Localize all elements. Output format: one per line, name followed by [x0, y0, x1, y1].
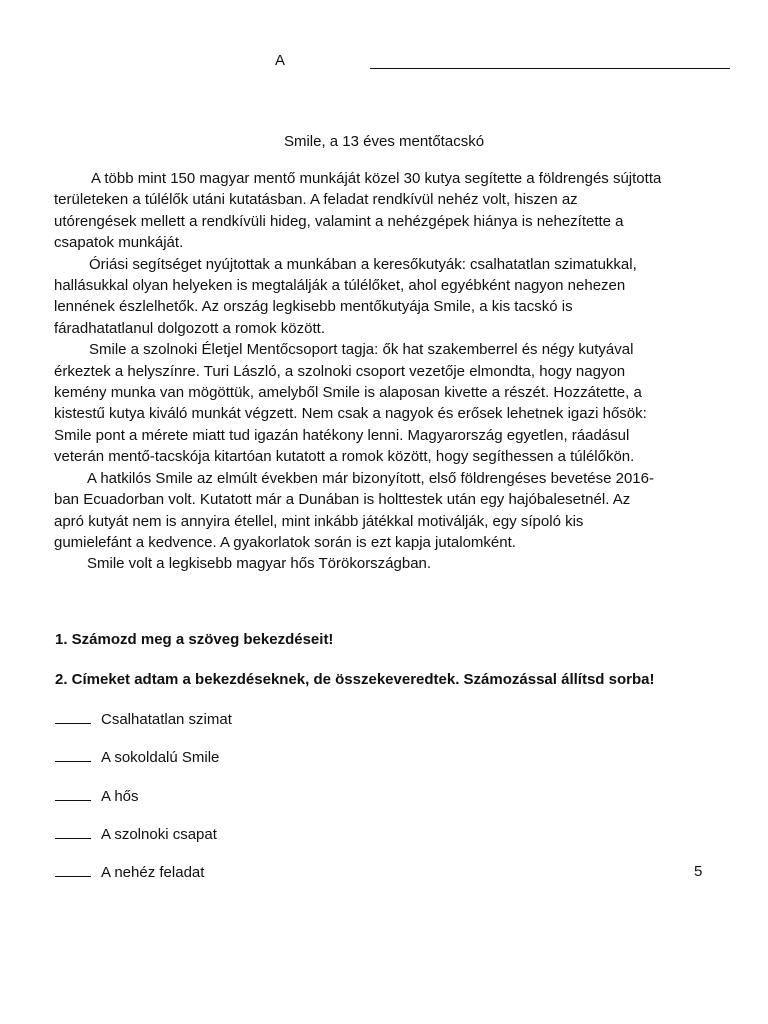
text-line: Smile pont a mérete miatt tud igazán hatékony lenni. Magyarország egyetlen, ráadásul	[54, 426, 630, 444]
name-blank-line	[370, 58, 730, 69]
text-line: kistestű kutya kiváló munkát végzett. Nem csak a nagyok és erősek lehetnek igazi hősök:	[54, 405, 647, 423]
text-line: Óriási segítséget nyújtottak a munkában a keresőkutyák: csalhatatlan szimatukkal,	[89, 255, 637, 273]
question-2: 2. Címeket adtam a bekezdéseknek, de összekeveredtek. Számozással állítsd sorba!	[55, 671, 655, 688]
text-line: veterán mentő-tacskója kitartóan kutatott a romok között, hogy segíthessen a túlélőkön.	[54, 448, 635, 466]
page-title: Smile, a 13 éves mentőtacskó	[283, 133, 485, 150]
header-label: A	[275, 52, 286, 69]
text-line: A hatkilós Smile az elmúlt években már bizonyított, első földrengéses bevetése 2016-	[87, 469, 654, 487]
text-line: kemény munka van mögöttük, amelyből Smile is alaposan kivette a részét. Hozzátette, a	[54, 384, 642, 402]
text-line: Smile volt a legkisebb magyar hős Törökországban.	[87, 555, 432, 573]
reading-text	[54, 168, 726, 575]
answer-blank[interactable]	[55, 825, 91, 839]
text-line: érkeztek a helyszínre. Turi László, a szolnoki csoport vezetője elmondta, hogy nagyon	[54, 362, 626, 380]
answer-blank[interactable]	[55, 787, 91, 801]
order-item-label: Csalhatatlan szimat	[101, 711, 232, 728]
text-line: Smile a szolnoki Életjel Mentőcsoport tagja: ők hat szakemberrel és négy kutyával	[89, 341, 634, 359]
answer-blank[interactable]	[55, 863, 91, 877]
order-item-label: A hős	[101, 788, 139, 805]
answer-blank[interactable]	[55, 710, 91, 724]
order-item-label: A nehéz feladat	[101, 864, 205, 881]
text-line: gumielefánt a kedvence. A gyakorlatok során is ezt kapja jutalomként.	[54, 533, 516, 551]
order-item	[55, 863, 204, 881]
text-line: utórengések mellett a rendkívüli hideg, valamint a nehézgépek hiánya is nehezítette a	[54, 212, 624, 230]
order-item	[55, 710, 232, 728]
text-line: hallásukkal olyan helyeken is megtalálják a túlélőket, ahol egyébként nagyon nehezen	[54, 277, 626, 295]
text-line: apró kutyát nem is annyira étellel, mint inkább játékkal motiválják, egy sípoló kis	[54, 512, 584, 530]
question-1: 1. Számozd meg a szöveg bekezdéseit!	[55, 631, 334, 648]
order-item	[55, 825, 217, 843]
page-number: 5	[694, 863, 703, 880]
order-item-label: A szolnoki csapat	[101, 826, 217, 843]
text-line: területeken a túlélők utáni kutatásban. A feladat rendkívül nehéz volt, hiszen az	[54, 191, 578, 209]
order-item	[55, 787, 139, 805]
text-line: csapatok munkáját.	[54, 234, 184, 252]
order-item	[55, 748, 219, 766]
text-line: lennének észlelhetők. Az ország legkisebb mentőkutyája Smile, a kis tacskó is	[54, 298, 573, 316]
text-line: A több mint 150 magyar mentő munkáját közel 30 kutya segítette a földrengés sújtotta	[91, 170, 662, 187]
answer-blank[interactable]	[55, 748, 91, 762]
text-line: fáradhatatlanul dolgozott a romok között.	[54, 319, 325, 337]
text-line: ban Ecuadorban volt. Kutatott már a Dunában is holttestek után egy hajóbalesetnél. Az	[54, 491, 631, 509]
order-item-label: A sokoldalú Smile	[101, 749, 220, 766]
